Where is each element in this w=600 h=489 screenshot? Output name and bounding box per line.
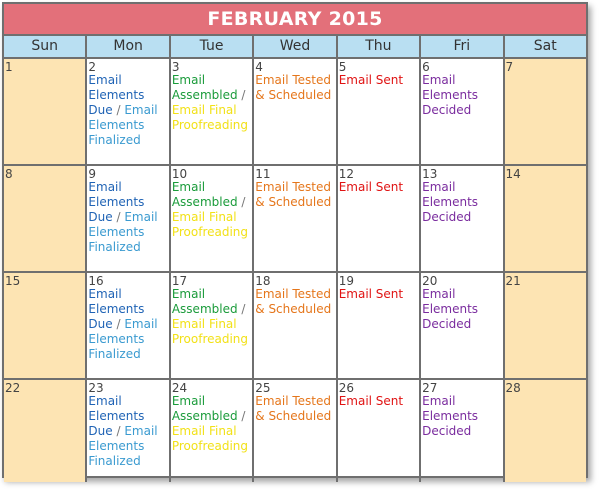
weekday-sat: Sat [503, 36, 586, 57]
day-number: 21 [505, 274, 521, 288]
event-elements-finalized: Email Elements Finalized [88, 103, 158, 147]
event-elements-due: Email Elements Due [88, 180, 145, 224]
event-elements-decided: Email Elements Decided [422, 287, 479, 331]
day-cell-tue[interactable] [169, 59, 252, 164]
day-number: 9 [88, 167, 97, 181]
day-number: 6 [422, 60, 430, 74]
day-number: 10 [171, 167, 188, 181]
event-separator: / [112, 210, 125, 224]
day-cell-wed[interactable] [252, 380, 335, 482]
event-elements-decided: Email Elements Decided [422, 73, 479, 117]
event-final-proofreading: Email Final Proofreading [171, 103, 249, 132]
day-number: 11 [255, 167, 271, 181]
event-separator: / [237, 195, 246, 209]
event-separator: / [237, 409, 246, 423]
day-cell-sun[interactable] [4, 380, 85, 482]
day-number: 26 [338, 381, 354, 395]
day-cell-fri[interactable] [419, 380, 502, 482]
day-cell-sat[interactable] [503, 166, 586, 271]
day-number: 13 [422, 167, 438, 181]
day-cell-mon[interactable] [85, 380, 168, 482]
event-elements-due: Email Elements Due [88, 73, 145, 117]
day-cell-thu[interactable] [336, 59, 419, 164]
event-tested-scheduled: Email Tested & Scheduled [255, 180, 332, 209]
day-number: 1 [5, 60, 13, 74]
day-number: 24 [171, 381, 188, 395]
event-sent: Email Sent [338, 180, 404, 194]
event-assembled: Email Assembled [171, 287, 238, 316]
calendar-week [4, 166, 586, 273]
day-cell-thu[interactable] [336, 273, 419, 378]
day-cell-wed[interactable] [252, 273, 335, 378]
day-number: 12 [338, 167, 354, 181]
day-number: 22 [5, 381, 21, 395]
day-number: 4 [255, 60, 263, 74]
event-elements-decided: Email Elements Decided [422, 180, 479, 224]
event-separator: / [112, 317, 125, 331]
weekday-thu: Thu [336, 36, 419, 57]
day-cell-mon[interactable] [85, 59, 168, 164]
day-number: 16 [88, 274, 104, 288]
event-elements-finalized: Email Elements Finalized [88, 210, 158, 254]
day-cell-sat[interactable] [503, 273, 586, 378]
calendar-title: FEBRUARY 2015 [4, 4, 586, 34]
event-assembled: Email Assembled [171, 180, 238, 209]
event-sent: Email Sent [338, 73, 404, 87]
day-cell-sun[interactable] [4, 273, 85, 378]
event-elements-finalized: Email Elements Finalized [88, 424, 158, 468]
day-number: 20 [422, 274, 438, 288]
day-number: 25 [255, 381, 271, 395]
event-final-proofreading: Email Final Proofreading [171, 424, 249, 453]
day-number: 17 [171, 274, 188, 288]
day-cell-wed[interactable] [252, 59, 335, 164]
day-cell-wed[interactable] [252, 166, 335, 271]
day-cell-thu[interactable] [336, 166, 419, 271]
day-cell-sun[interactable] [4, 166, 85, 271]
event-elements-due: Email Elements Due [88, 287, 145, 331]
event-separator: / [237, 88, 246, 102]
event-assembled: Email Assembled [171, 73, 238, 102]
event-tested-scheduled: Email Tested & Scheduled [255, 394, 332, 423]
day-cell-sat[interactable] [503, 380, 586, 482]
day-number: 23 [88, 381, 104, 395]
day-cell-fri[interactable] [419, 59, 502, 164]
day-number: 3 [171, 60, 180, 74]
weekday-tue: Tue [169, 36, 252, 57]
day-number: 15 [5, 274, 21, 288]
event-final-proofreading: Email Final Proofreading [171, 210, 249, 239]
day-cell-mon[interactable] [85, 166, 168, 271]
event-tested-scheduled: Email Tested & Scheduled [255, 287, 332, 316]
event-separator: / [112, 103, 125, 117]
event-final-proofreading: Email Final Proofreading [171, 317, 249, 346]
day-cell-mon[interactable] [85, 273, 168, 378]
day-number: 7 [505, 60, 514, 74]
weekday-sun: Sun [31, 38, 59, 54]
event-elements-finalized: Email Elements Finalized [88, 317, 158, 361]
calendar-week [4, 380, 586, 482]
calendar-grid [4, 59, 586, 482]
event-elements-decided: Email Elements Decided [422, 394, 479, 438]
event-tested-scheduled: Email Tested & Scheduled [255, 73, 332, 102]
day-cell-sat[interactable] [503, 59, 586, 164]
day-number: 8 [5, 167, 13, 181]
weekday-wed: Wed [252, 36, 335, 57]
day-cell-tue[interactable] [169, 380, 252, 482]
weekday-fri: Fri [419, 36, 502, 57]
day-cell-thu[interactable] [336, 380, 419, 482]
day-cell-tue[interactable] [169, 273, 252, 378]
event-elements-due: Email Elements Due [88, 394, 145, 438]
day-number: 28 [505, 381, 521, 395]
day-number: 2 [88, 60, 97, 74]
calendar-week [4, 59, 586, 166]
event-assembled: Email Assembled [171, 394, 238, 423]
day-cell-tue[interactable] [169, 166, 252, 271]
event-separator: / [112, 424, 125, 438]
calendar [2, 2, 588, 478]
day-number: 14 [505, 167, 521, 181]
day-cell-fri[interactable] [419, 273, 502, 378]
event-separator: / [237, 302, 246, 316]
weekday-header [4, 34, 586, 59]
day-number: 18 [255, 274, 271, 288]
event-sent: Email Sent [338, 394, 404, 408]
weekday-mon: Mon [85, 36, 168, 57]
calendar-week [4, 273, 586, 380]
day-cell-sun[interactable] [4, 59, 85, 164]
day-number: 19 [338, 274, 354, 288]
day-number: 27 [422, 381, 438, 395]
day-number: 5 [338, 60, 347, 74]
event-sent: Email Sent [338, 287, 404, 301]
day-cell-fri[interactable] [419, 166, 502, 271]
